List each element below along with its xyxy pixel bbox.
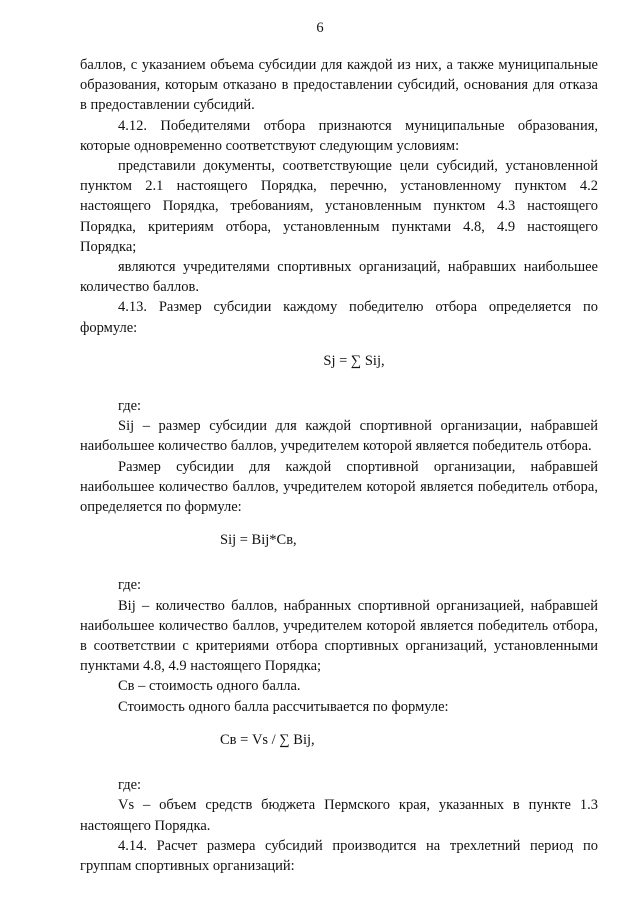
- paragraph-4-14: 4.14. Расчет размера субсидий производится на трехлетний период по группам спортивных организаций:: [80, 837, 598, 874]
- paragraph-condition-founders: являются учредителями спортивных организаций, набравших наибольшее количество баллов.: [80, 259, 598, 296]
- label-where-3: где:: [118, 777, 142, 794]
- definition-vs: Vs – объем средств бюджета Пермского края, указанных в пункте 1.3 настоящего Порядка.: [80, 797, 598, 834]
- formula-cv: Cв = Vs / ∑ Bij,: [220, 731, 315, 748]
- definition-cv: Cв – стоимость одного балла.: [118, 678, 301, 695]
- definition-sij: Sij – размер субсидии для каждой спортивной организации, набравшей наибольшее количество баллов, учредителем которой является победитель отбора.: [80, 418, 598, 455]
- formula-sij: Sij = Bij*Cв,: [220, 532, 297, 549]
- paragraph-point-cost: Стоимость одного балла рассчитывается по формуле:: [118, 698, 449, 715]
- paragraph-condition-documents: представили документы, соответствующие цели субсидий, установленной пунктом 2.1 настоящего Порядка, перечню, установленному пунктом 4.2 настоящего Порядка, требованиям, установленным пунктом 4.3 настоящего Порядка, критериям отбора, установленным пунктами 4.8, 4.9 настоящего Порядка;: [80, 158, 598, 255]
- page-number: 6: [316, 20, 324, 36]
- paragraph-subsidy-size: Размер субсидии для каждой спортивной организации, набравшей наибольшее количество баллов, учредителем которой является победитель отбора, определяется по формуле:: [80, 458, 598, 516]
- paragraph-continuation: баллов, с указанием объема субсидии для каждой из них, а также муниципальные образования, которым отказано в предоставлении субсидий, основания для отказа в предоставлении субсидий.: [80, 57, 598, 114]
- paragraph-4-13: 4.13. Размер субсидии каждому победителю отбора определяется по формуле:: [80, 299, 598, 336]
- label-where-1: где:: [118, 398, 142, 415]
- formula-sj: Sj = ∑ Sij,: [323, 352, 385, 369]
- document-body: [80, 55, 598, 876]
- paragraph-4-12: 4.12. Победителями отбора признаются муниципальные образования, которые одновременно соответствуют следующим условиям:: [80, 117, 598, 154]
- definition-bij: Bij – количество баллов, набранных спортивной организацией, набравшей наибольшее количество баллов, учредителем которой является победитель отбора, в соответствии с критериями отбора спортивных организаций, установленными пунктами 4.8, 4.9 настоящего Порядка;: [80, 597, 598, 675]
- label-where-2: где:: [118, 577, 142, 594]
